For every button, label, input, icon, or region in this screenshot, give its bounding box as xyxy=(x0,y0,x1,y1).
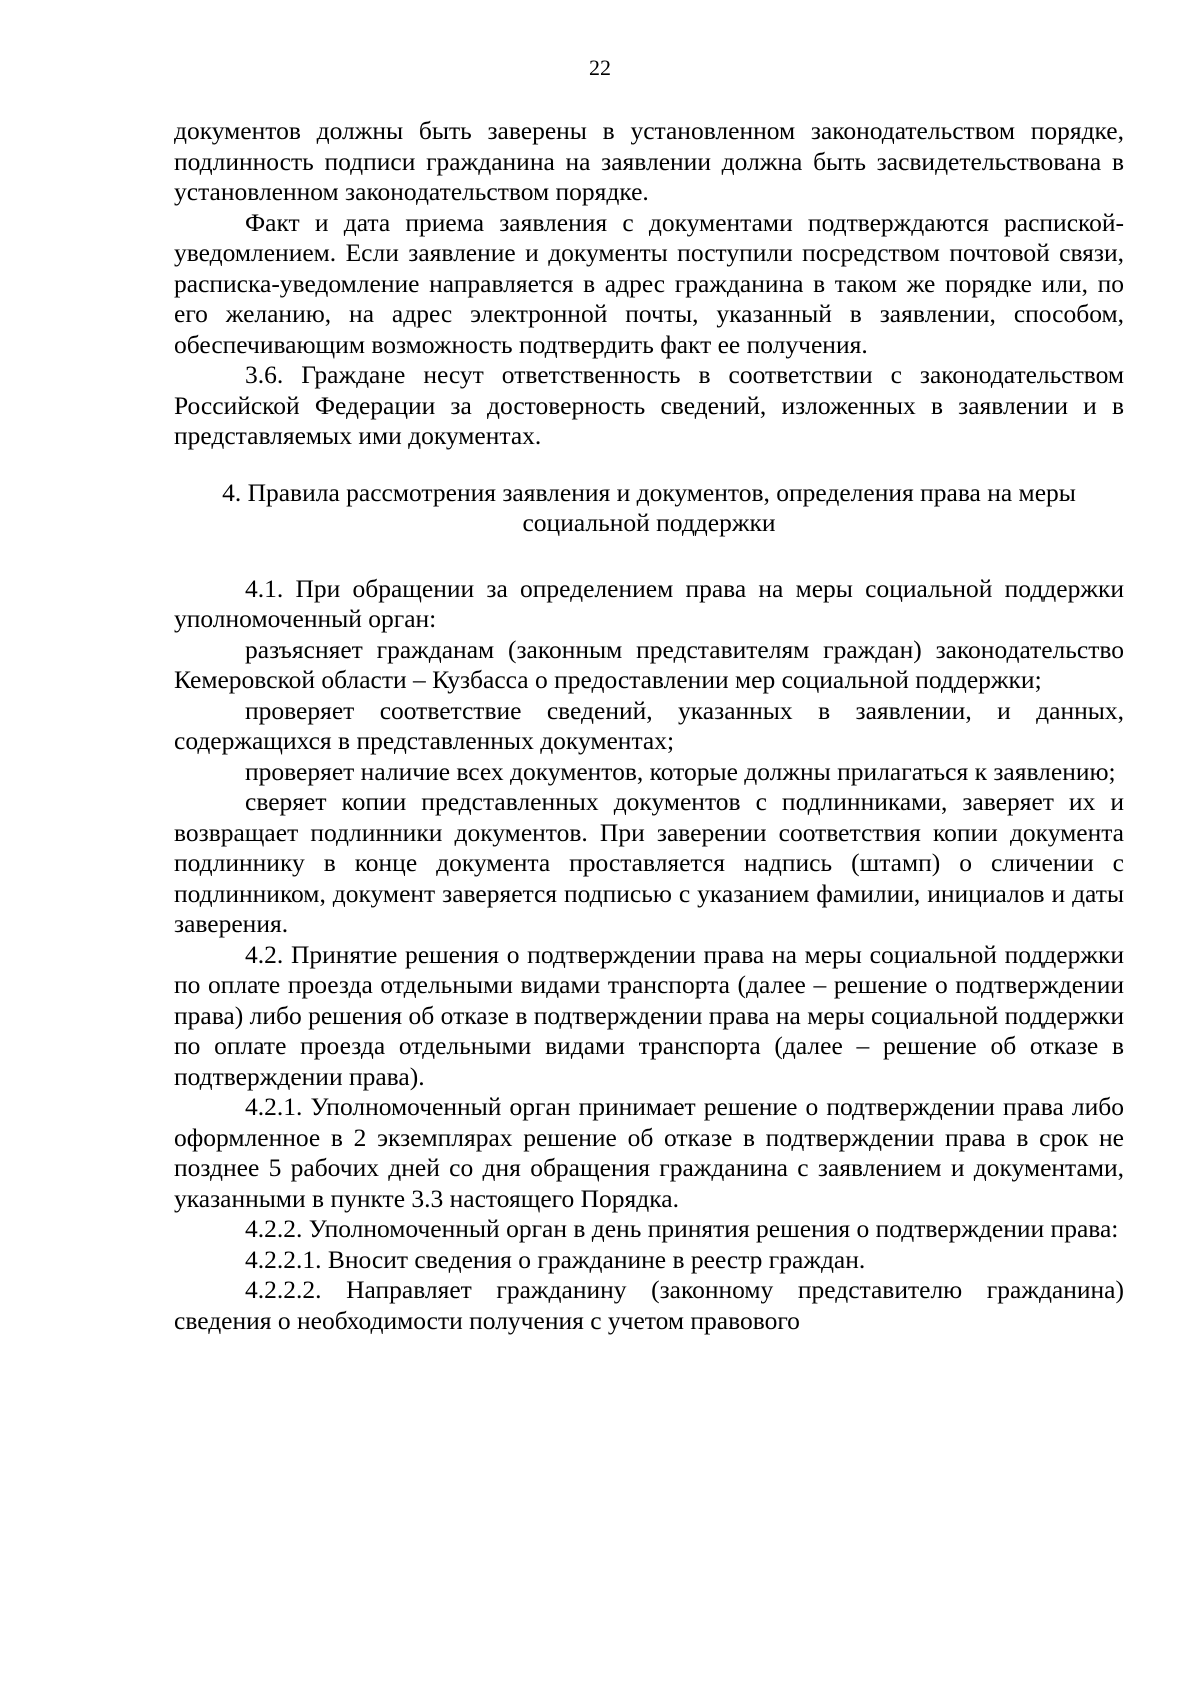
paragraph-4-2-2-1: 4.2.2.1. Вносит сведения о гражданине в реестр граждан. xyxy=(245,1244,866,1274)
paragraph-4-2-2: 4.2.2. Уполномоченный орган в день принятия решения о подтверждении права: xyxy=(245,1214,1119,1243)
paragraph-receipt-notice: Факт и дата приема заявления с документами подтверждаются распиской-уведомлением. Если заявление и документы поступили посредством почтовой связи, расписка-уведомление направляется в адрес гражданина в таком же порядке или, по его желанию, на адрес электронной почты, указанный в заявлении, способом, обеспечивающим возможность подтвердить факт ее получения. xyxy=(174,207,1124,359)
paragraph-4-2-1: 4.2.1. Уполномоченный орган принимает решение о подтверждении права либо оформленное в 2 экземплярах решение об отказе в подтверждении права в срок не позднее 5 рабочих дней со дня обращения гражданина с заявлением и документами, указанными в пункте 3.3 настоящего Порядка. xyxy=(174,1092,1124,1213)
page-number: 22 xyxy=(589,55,611,80)
list-item-checks-documents: проверяет наличие всех документов, которые должны прилагаться к заявлению; xyxy=(245,756,1116,786)
list-item-checks-correspondence: проверяет соответствие сведений, указанных в заявлении, и данных, содержащихся в представленных документах; xyxy=(174,695,1124,755)
paragraph-4-2-2-2: 4.2.2.2. Направляет гражданину (законному представителю гражданина) сведения о необходимости получения с учетом правового xyxy=(174,1275,1124,1335)
paragraph-continuation: документов должны быть заверены в установленном законодательством порядке, подлинность подписи гражданина на заявлении должна быть засвидетельствована в установленном законодательством порядке. xyxy=(174,116,1124,206)
paragraph-4-1: 4.1. При обращении за определением права на меры социальной поддержки уполномоченный орган: xyxy=(174,573,1124,633)
list-item-explains: разъясняет гражданам (законным представителям граждан) законодательство Кемеровской области – Кузбасса о предоставлении мер социальной поддержки; xyxy=(174,634,1124,694)
list-item-verifies-copies: сверяет копии представленных документов с подлинниками, заверяет их и возвращает подлинники документов. При заверении соответствия копии документа подлиннику в конце документа проставляется надпись (штамп) о сличении с подлинником, документ заверяется подписью с указанием фамилии, инициалов и даты заверения. xyxy=(174,787,1124,938)
section-heading: 4. Правила рассмотрения заявления и документов, определения права на меры социальной поддержки xyxy=(222,477,1076,537)
paragraph-4-2: 4.2. Принятие решения о подтверждении права на меры социальной поддержки по оплате проезда отдельными видами транспорта (далее – решение о подтверждении права) либо решения об отказе в подтверждении права на меры социальной поддержки по оплате проезда отдельными видами транспорта (далее – решение об отказе в подтверждении права). xyxy=(174,939,1124,1091)
document-body xyxy=(174,116,1124,1336)
paragraph-3-6: 3.6. Граждане несут ответственность в соответствии с законодательством Российской Федерации за достоверность сведений, изложенных в заявлении и в представляемых ими документах. xyxy=(174,360,1124,450)
